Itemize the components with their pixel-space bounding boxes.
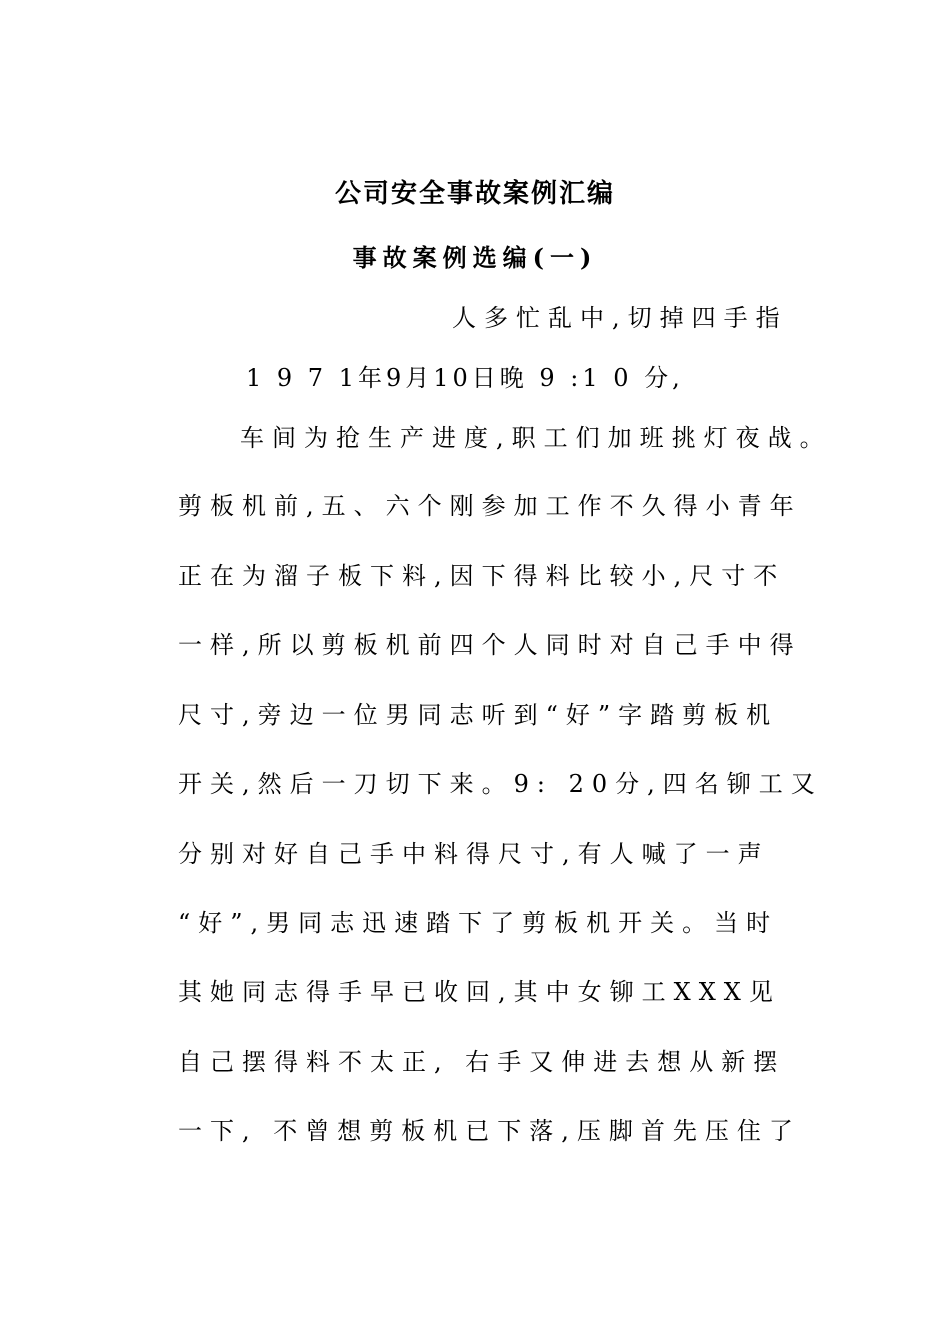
body-line: 正在为溜子板下料,因下得料比较小,尺寸不 (178, 562, 786, 590)
case-date-line: 1 9 7 1年9月10日晚 9 :1 0 分, (246, 364, 684, 392)
body-line: 开关,然后一刀切下来。9: 20分,四名铆工又 (178, 770, 823, 798)
document-title: 公司安全事故案例汇编 (334, 179, 615, 209)
case-title: 人多忙乱中,切掉四手指 (452, 304, 788, 332)
body-line: 自己摆得料不太正, 右手又伸进去想从新摆 (178, 1048, 786, 1076)
body-line: 一样,所以剪板机前四个人同时对自己手中得 (178, 631, 802, 659)
body-line: 车间为抢生产进度,职工们加班挑灯夜战。 (240, 424, 832, 452)
body-line: 剪板机前,五、六个刚参加工作不久得小青年 (178, 492, 802, 520)
document-subtitle: 事故案例选编(一) (352, 243, 598, 272)
body-line: “好”,男同志迅速踏下了剪板机开关。当时 (178, 909, 779, 937)
body-line: 其她同志得手早已收回,其中女铆工XXX见 (178, 978, 781, 1006)
body-line: 分别对好自己手中料得尺寸,有人喊了一声 (178, 840, 770, 868)
body-line: 尺寸,旁边一位男同志听到“好”字踏剪板机 (178, 701, 779, 729)
body-line: 一下, 不曾想剪板机已下落,压脚首先压住了 (178, 1117, 801, 1145)
